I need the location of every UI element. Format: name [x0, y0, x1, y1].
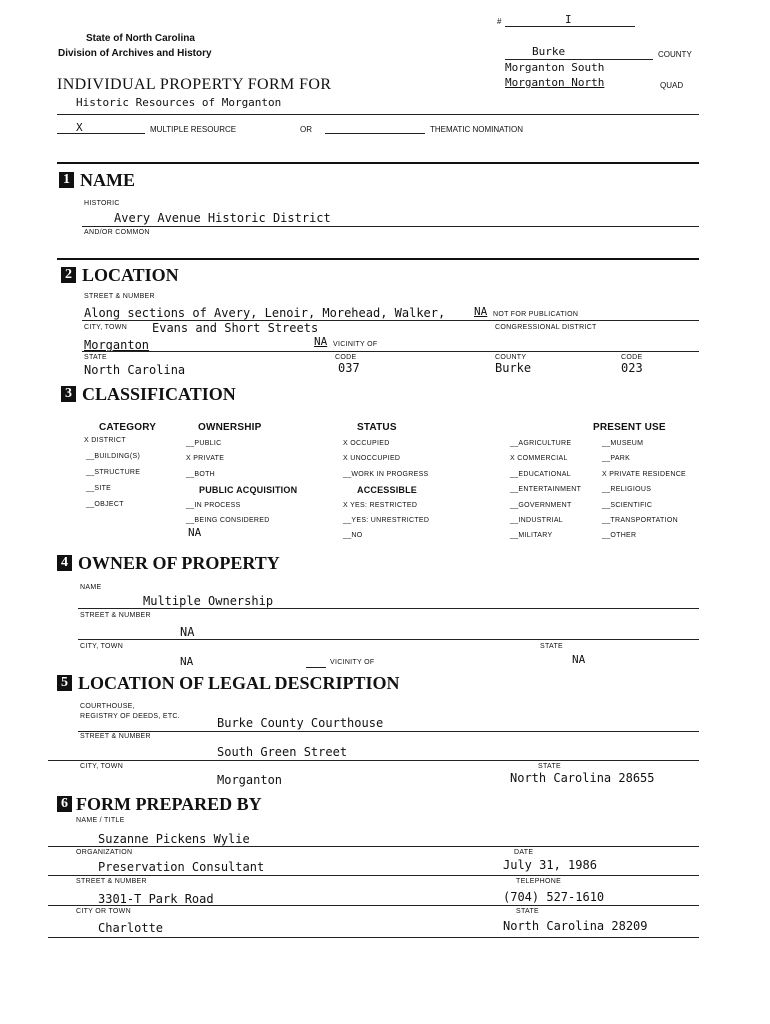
section-1-title: NAME: [80, 170, 135, 190]
access-no: __NO: [343, 532, 363, 539]
state-label: STATE: [84, 354, 108, 361]
thematic-label: THEMATIC NOMINATION: [430, 125, 524, 134]
use-educational: __EDUCATIONAL: [510, 471, 571, 478]
common-label: AND/OR COMMON: [84, 229, 150, 236]
legal-street-value: South Green Street: [217, 745, 348, 759]
street-value-2: Evans and Short Streets: [152, 321, 319, 335]
section-6-number: 6: [57, 796, 72, 812]
county-label: COUNTY: [658, 50, 692, 59]
owner-state-value: NA: [572, 653, 586, 666]
prep-org-value: Preservation Consultant: [98, 860, 265, 874]
owner-street-label: STREET & NUMBER: [80, 612, 151, 619]
quad-value-2: Morganton North: [505, 76, 605, 89]
city-value: Morganton: [84, 338, 150, 352]
section-3-title: CLASSIFICATION: [82, 384, 236, 404]
status-unoccupied: X UNOCCUPIED: [343, 455, 401, 462]
use-government: __GOVERNMENT: [510, 502, 572, 509]
section-2-number: 2: [61, 267, 76, 283]
number-line: [505, 26, 635, 27]
prep-date-label: DATE: [514, 849, 534, 856]
code-value: 037: [338, 361, 360, 375]
section-rule-2: [57, 258, 699, 260]
use-military: __MILITARY: [510, 532, 553, 539]
street-value-1: Along sections of Avery, Lenoir, Morehead, Walker,: [84, 306, 446, 320]
category-district: X DISTRICT: [84, 437, 126, 444]
multiple-line: [57, 133, 145, 134]
use-industrial: __INDUSTRIAL: [510, 517, 564, 524]
category-structure: __STRUCTURE: [86, 469, 141, 476]
prep-state-value: North Carolina 28209: [503, 919, 648, 933]
prep-phone-label: TELEPHONE: [516, 878, 562, 885]
status-work-in-progress: __WORK IN PROGRESS: [343, 471, 429, 478]
state-value: North Carolina: [84, 363, 186, 377]
access-restricted: X YES: RESTRICTED: [343, 502, 418, 509]
use-other: __OTHER: [602, 532, 637, 539]
historic-line: [82, 226, 699, 227]
public-acquisition-header: PUBLIC ACQUISITION: [199, 485, 298, 495]
legal-city-label: CITY, TOWN: [80, 763, 124, 770]
owner-name-label: NAME: [80, 584, 102, 591]
quad-label: QUAD: [660, 81, 684, 90]
use-scientific: __SCIENTIFIC: [602, 502, 653, 509]
prep-city-line: [48, 937, 699, 938]
category-object: __OBJECT: [86, 501, 124, 508]
historic-label: HISTORIC: [84, 200, 120, 207]
prep-date-value: July 31, 1986: [503, 858, 597, 872]
present-use-header: PRESENT USE: [593, 422, 666, 433]
ownership-private: X PRIVATE: [186, 455, 225, 462]
vicinity-mark: NA: [314, 335, 328, 348]
prep-name-line: [48, 846, 699, 847]
use-park: __PARK: [602, 455, 631, 462]
not-for-pub-mark: NA: [474, 305, 488, 318]
number-value: I: [565, 13, 572, 26]
use-religious: __RELIGIOUS: [602, 486, 652, 493]
ownership-both: __BOTH: [186, 471, 216, 478]
congress-label: CONGRESSIONAL DISTRICT: [495, 324, 597, 331]
use-agriculture: __AGRICULTURE: [510, 440, 572, 447]
city-line: [82, 351, 699, 352]
section-4-title: OWNER OF PROPERTY: [78, 553, 280, 573]
category-header: CATEGORY: [99, 422, 157, 433]
section-5-number: 5: [57, 675, 72, 691]
state-label: State of North Carolina: [86, 33, 195, 44]
owner-city-label: CITY, TOWN: [80, 643, 124, 650]
multiple-label: MULTIPLE RESOURCE: [150, 125, 237, 134]
division-label: Division of Archives and History: [58, 48, 212, 59]
section-6-title: FORM PREPARED BY: [76, 794, 262, 814]
owner-vicinity-label: VICINITY OF: [330, 659, 375, 666]
city-label: CITY, TOWN: [84, 324, 128, 331]
courthouse-label-1: COURTHOUSE,: [80, 703, 135, 710]
form-title: INDIVIDUAL PROPERTY FORM FOR: [57, 76, 332, 93]
quad-value-1: Morganton South: [505, 61, 605, 74]
use-commercial: X COMMERCIAL: [510, 455, 568, 462]
prep-phone-value: (704) 527-1610: [503, 890, 605, 904]
courthouse-line: [78, 731, 699, 732]
acq-na: NA: [188, 526, 202, 539]
owner-name-line: [78, 608, 699, 609]
category-buildings: __BUILDING(S): [86, 453, 141, 460]
owner-street-line: [78, 639, 699, 640]
prep-name-label: NAME / TITLE: [76, 817, 125, 824]
county-value: Burke: [532, 45, 566, 58]
thematic-line: [325, 133, 425, 134]
prep-city-label: CITY OR TOWN: [76, 908, 131, 915]
legal-state-label: STATE: [538, 763, 562, 770]
accessible-header: ACCESSIBLE: [357, 485, 418, 495]
ownership-header: OWNERSHIP: [198, 422, 262, 433]
owner-city-value: NA: [180, 655, 194, 668]
section-5-title: LOCATION OF LEGAL DESCRIPTION: [78, 673, 400, 693]
section-1-number: 1: [59, 172, 74, 188]
legal-street-line: [48, 760, 699, 761]
ownership-public: __PUBLIC: [186, 440, 222, 447]
prep-state-label: STATE: [516, 908, 540, 915]
section-4-number: 4: [57, 555, 72, 571]
use-transportation: __TRANSPORTATION: [602, 517, 678, 524]
code-label: CODE: [335, 354, 357, 361]
access-unrestricted: __YES: UNRESTRICTED: [343, 517, 430, 524]
county-value: Burke: [495, 361, 532, 375]
courthouse-label-2: REGISTRY OF DEEDS, ETC.: [80, 713, 180, 720]
legal-street-label: STREET & NUMBER: [80, 733, 151, 740]
vicinity-label: VICINITY OF: [333, 341, 378, 348]
use-entertainment: __ENTERTAINMENT: [510, 486, 582, 493]
not-for-pub-label: NOT FOR PUBLICATION: [493, 311, 579, 318]
status-occupied: X OCCUPIED: [343, 440, 390, 447]
use-museum: __MUSEUM: [602, 440, 644, 447]
section-2-title: LOCATION: [82, 265, 179, 285]
header-rule: [57, 114, 699, 115]
courthouse-value: Burke County Courthouse: [217, 716, 384, 730]
legal-state-value: North Carolina 28655: [510, 771, 655, 785]
prep-street-label: STREET & NUMBER: [76, 878, 147, 885]
or-label: OR: [300, 125, 312, 134]
prep-org-label: ORGANIZATION: [76, 849, 133, 856]
prep-name-value: Suzanne Pickens Wylie: [98, 832, 250, 846]
owner-name-value: Multiple Ownership: [143, 594, 274, 608]
code-label-2: CODE: [621, 354, 643, 361]
prep-city-value: Charlotte: [98, 921, 164, 935]
prep-street-value: 3301-T Park Road: [98, 892, 214, 906]
county-label: COUNTY: [495, 354, 527, 361]
street-label: STREET & NUMBER: [84, 293, 155, 300]
category-site: __SITE: [86, 485, 112, 492]
county-line: [505, 59, 653, 60]
status-header: STATUS: [357, 422, 397, 433]
historic-value: Avery Avenue Historic District: [114, 211, 331, 225]
use-private-residence: X PRIVATE RESIDENCE: [602, 471, 687, 478]
section-3-number: 3: [61, 386, 76, 402]
legal-city-value: Morganton: [217, 773, 283, 787]
multiple-mark: X: [76, 121, 83, 134]
acq-in-process: __IN PROCESS: [186, 502, 241, 509]
acq-being-considered: __BEING CONSIDERED: [186, 517, 270, 524]
owner-vicinity-line: [306, 667, 326, 668]
form-subtitle: Historic Resources of Morganton: [76, 96, 282, 109]
section-rule-1: [57, 162, 699, 164]
prep-street-line: [48, 905, 699, 906]
prep-org-line: [48, 875, 699, 876]
owner-state-label: STATE: [540, 643, 564, 650]
number-label: #: [497, 17, 502, 26]
code-value-2: 023: [621, 361, 643, 375]
owner-street-value: NA: [180, 625, 195, 639]
